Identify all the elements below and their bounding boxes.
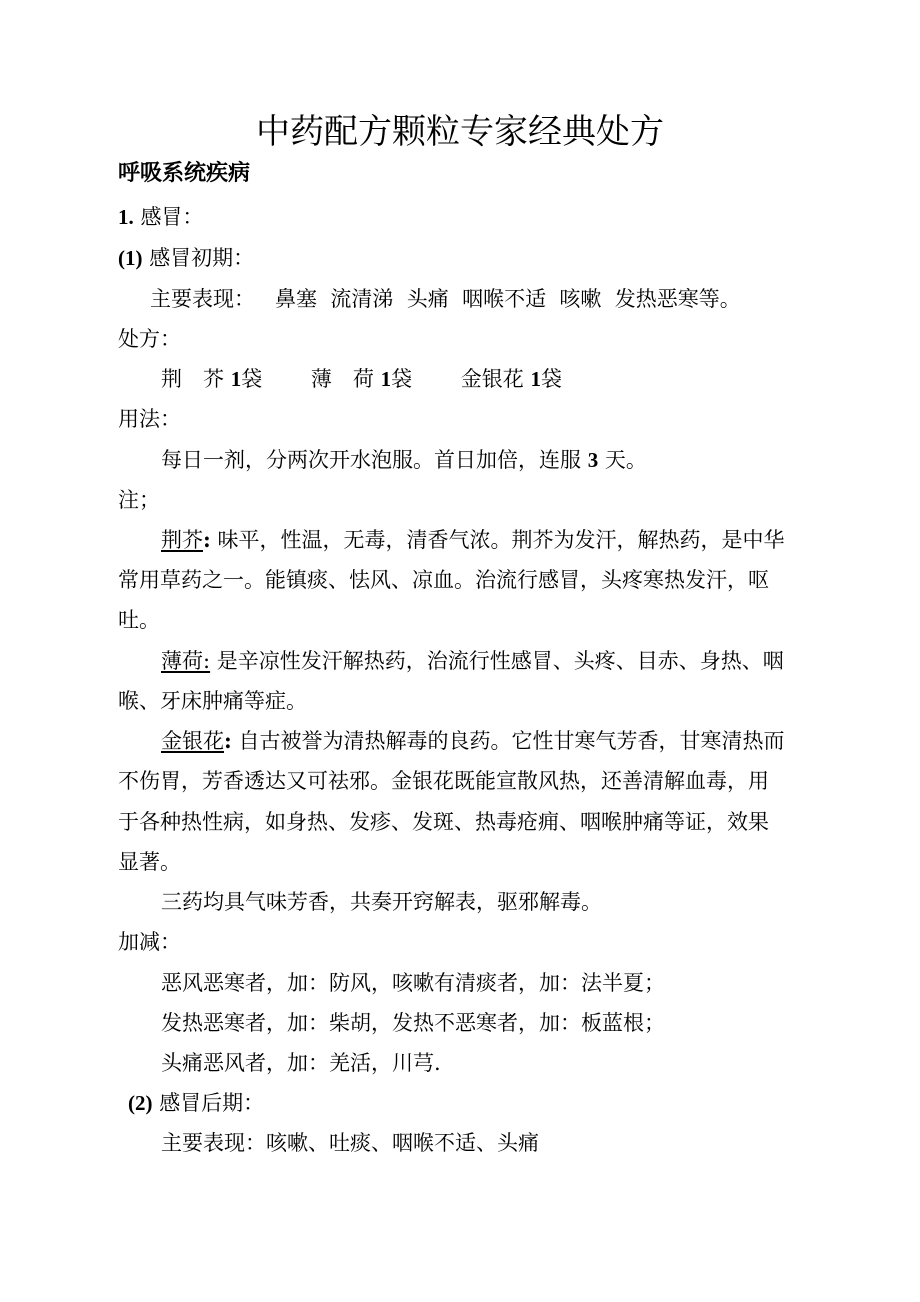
herb-qty: 1 xyxy=(380,367,392,391)
modifications-label: 加减： xyxy=(118,930,181,954)
section-heading: 呼吸系统疾病 xyxy=(118,161,251,186)
note-text: 显著。 xyxy=(118,850,181,874)
herb-name: 荆 芥 xyxy=(161,367,224,391)
herb-unit: 袋 xyxy=(391,367,413,391)
herb-item xyxy=(161,365,262,393)
note-text: 自古被誉为清热解毒的良药。它性甘寒气芳香，甘寒清热而 xyxy=(238,729,785,753)
usage-text xyxy=(161,446,647,474)
note-text: 不伤胃，芳香透达又可祛邪。金银花既能宣散风热，还善清解血毒，用 xyxy=(118,769,769,793)
subheading-late-cold xyxy=(128,1089,264,1117)
herb-unit: 袋 xyxy=(241,367,263,391)
usage-text-a: 每日一剂，分两次开水泡服。首日加倍，连服 xyxy=(161,448,581,472)
note-label: 注； xyxy=(118,488,160,512)
subitem-label: 感冒初期： xyxy=(149,246,255,270)
usage-days: 3 xyxy=(587,448,599,472)
prescription-label: 处方： xyxy=(118,327,181,351)
item-number: 1. xyxy=(118,205,134,229)
subitem-number: (1) xyxy=(118,246,143,270)
note-separator: : xyxy=(224,728,232,753)
symptoms-text: 鼻塞 流清涕 头痛 咽喉不适 咳嗽 发热恶寒等。 xyxy=(275,287,741,311)
herb-qty: 1 xyxy=(530,367,541,391)
note-text: 喉、牙床肿痛等症。 xyxy=(118,689,307,713)
note-text: 是辛凉性发汗解热药，治流行性感冒、头疼、目赤、身热、咽 xyxy=(216,649,784,673)
herb-name: 金银花 xyxy=(460,367,524,391)
usage-text-b: 天。 xyxy=(604,448,647,472)
modification-item: 发热恶寒者，加：柴胡，发热不恶寒者，加：板蓝根； xyxy=(161,1011,665,1035)
note-text: 于各种热性病，如身热、发疹、发斑、热毒疮痈、咽喉肿痛等证，效果 xyxy=(118,810,769,834)
subitem-number: (2) xyxy=(128,1091,153,1115)
herb-unit: 袋 xyxy=(540,367,562,391)
herb-name: 薄 荷 xyxy=(310,367,374,391)
note-term: 荆芥 xyxy=(161,528,203,552)
note-term: 金银花 xyxy=(161,729,224,753)
herb-qty: 1 xyxy=(230,367,242,391)
item-heading-cold xyxy=(118,203,203,231)
document-title: 中药配方颗粒专家经典处方 xyxy=(256,112,664,152)
note-separator: : xyxy=(203,527,211,552)
herb-item xyxy=(461,365,562,393)
item-label: 感冒： xyxy=(140,205,204,229)
subitem-label: 感冒后期： xyxy=(159,1091,265,1115)
herb-list xyxy=(161,365,562,393)
note-text: 常用草药之一。能镇痰、怯风、凉血。治流行感冒，头疼寒热发汗，呕 xyxy=(118,568,769,592)
note-text: 味平，性温，无毒，清香气浓。荆芥为发汗，解热药，是中华 xyxy=(217,528,785,552)
herb-item xyxy=(311,365,412,393)
modification-item: 头痛恶风者，加：羌活，川芎. xyxy=(161,1051,441,1075)
subheading-early-cold xyxy=(118,244,254,272)
symptoms-line xyxy=(150,285,741,313)
usage-label: 用法： xyxy=(118,407,181,431)
note-jingjie-line xyxy=(161,526,784,554)
late-symptoms-text: 主要表现：咳嗽、吐痰、咽喉不适、头痛 xyxy=(161,1131,539,1155)
note-text: 吐。 xyxy=(118,608,160,632)
summary-text: 三药均具气味芳香，共奏开窍解表，驱邪解毒。 xyxy=(161,890,602,914)
note-bohe-line xyxy=(161,647,784,675)
modification-item: 恶风恶寒者，加：防风，咳嗽有清痰者，加：法半夏； xyxy=(161,971,665,995)
symptoms-label: 主要表现： xyxy=(150,287,255,311)
note-jinyinhua-line xyxy=(161,727,784,755)
note-term: 薄荷: xyxy=(161,649,211,673)
